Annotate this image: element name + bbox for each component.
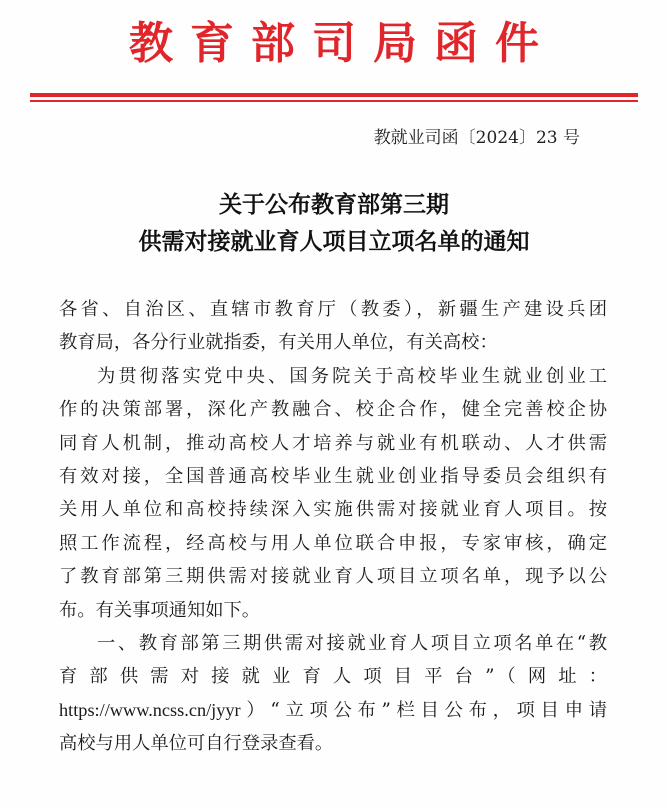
paragraph-2-line-2: 育部供需对接就业育人项目平台”（网址： bbox=[59, 666, 607, 688]
letterhead-rule-thick bbox=[30, 93, 638, 97]
paragraph-2-line-1: 一、教育部第三期供需对接就业育人项目立项名单在“教 bbox=[97, 632, 607, 654]
paragraph-2-line-3-text: ）“立项公布”栏目公布，项目申请 bbox=[240, 699, 607, 721]
letterhead-title: 教育部司局函件 bbox=[129, 18, 556, 69]
paragraph-1-line-3: 同育人机制，推动高校人才培养与就业有机联动、人才供需 bbox=[59, 432, 607, 454]
paragraph-1-line-8: 布。有关事项通知如下。 bbox=[59, 599, 261, 621]
paragraph-1-line-2: 作的决策部署，深化产教融合、校企合作，健全完善校企协 bbox=[59, 399, 607, 421]
document-number: 教就业司函〔2024〕23 号 bbox=[373, 128, 580, 148]
paragraph-1-line-1: 为贯彻落实党中央、国务院关于高校毕业生就业创业工 bbox=[97, 365, 607, 387]
paragraph-1-line-6: 照工作流程，经高校与用人单位联合申报，专家审核，确定 bbox=[59, 532, 607, 554]
letterhead-rule-thin bbox=[30, 100, 638, 102]
document-body bbox=[59, 293, 607, 760]
paragraph-1-line-4: 有效对接，全国普通高校毕业生就业创业指导委员会组织有 bbox=[59, 465, 607, 487]
addressee-line-2: 教育局，各分行业就指委，有关用人单位，有关高校： bbox=[59, 332, 498, 354]
document-title-line-2: 供需对接就业育人项目立项名单的通知 bbox=[138, 228, 530, 255]
paragraph-1-line-7: 了教育部第三期供需对接就业育人项目立项名单，现予以公 bbox=[59, 566, 607, 588]
document-title-line-1: 关于公布教育部第三期 bbox=[219, 191, 449, 218]
platform-url: https://www.ncss.cn/jyyr bbox=[59, 699, 241, 720]
paragraph-1-line-5: 关用人单位和高校持续深入实施供需对接就业育人项目。按 bbox=[59, 499, 607, 521]
paragraph-2-line-4: 高校与用人单位可自行登录查看。 bbox=[59, 733, 334, 755]
paragraph-2-line-3 bbox=[59, 694, 607, 727]
addressee-line-1: 各省、自治区、直辖市教育厅（教委），新疆生产建设兵团 bbox=[59, 299, 607, 320]
